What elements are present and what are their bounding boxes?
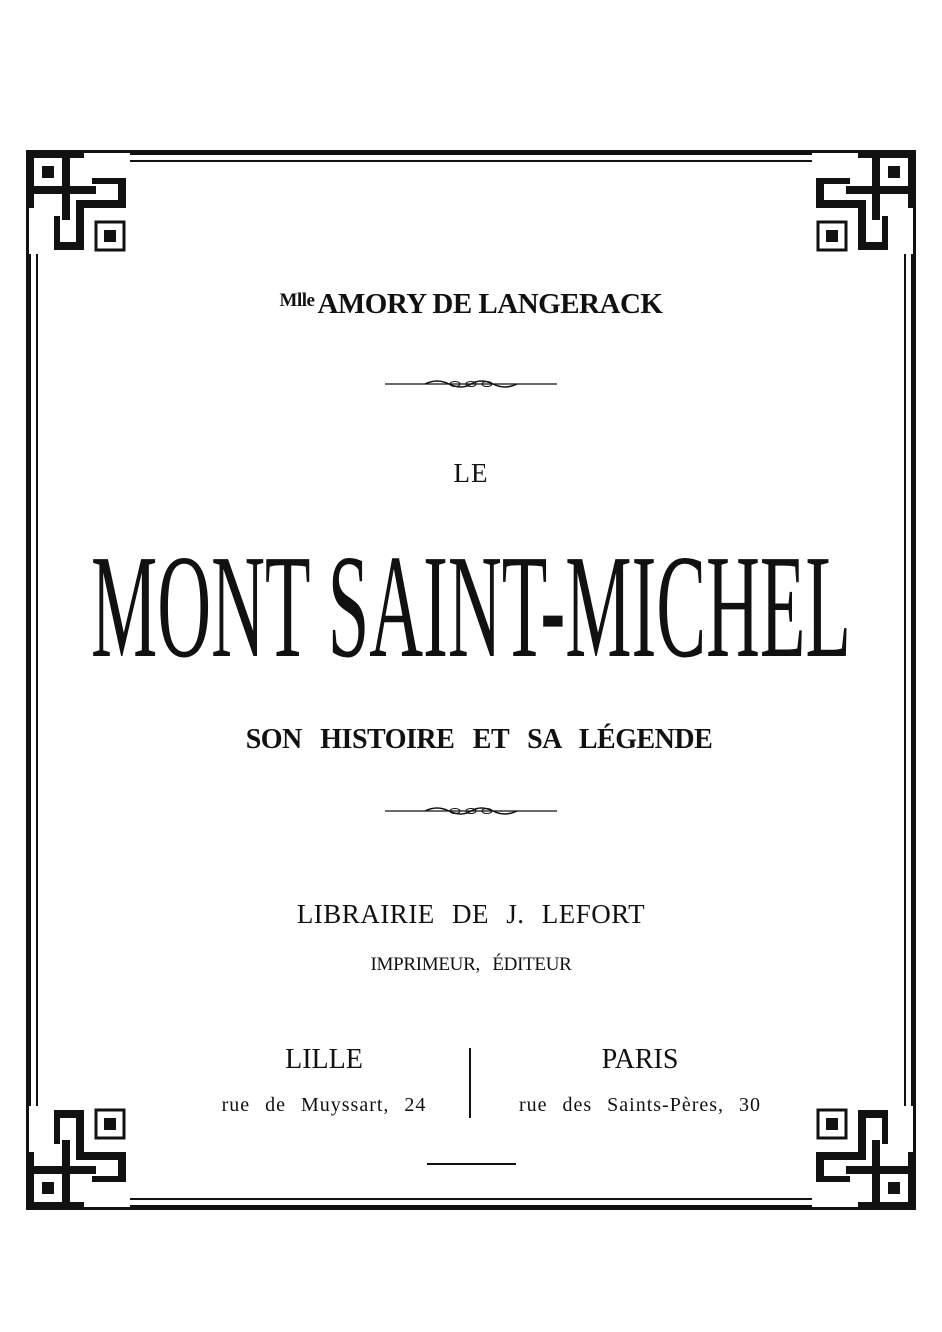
svg-text:MONT SAINT-MICHEL: MONT SAINT-MICHEL [91, 548, 852, 668]
publisher-role: IMPRIMEUR, ÉDITEUR [370, 954, 572, 975]
publisher-name: LIBRAIRIE DE J. LEFORT [296, 899, 646, 929]
author-honorific: Mlle [279, 290, 315, 311]
city-lille: LILLE [285, 1044, 363, 1075]
corner-ornament-top-right [808, 150, 916, 258]
closing-rule [427, 1163, 516, 1165]
subtitle: SON HISTOIRE ET SA LÉGENDE [245, 724, 713, 755]
main-title [86, 548, 856, 668]
city-paris: PARIS [601, 1044, 679, 1075]
author-name: AMORY DE LANGERACK [317, 288, 663, 320]
address-paris: rue des Saints-Pères, 30 [518, 1094, 762, 1116]
ornamental-rule-bottom [385, 804, 557, 818]
title-article: LE [453, 458, 489, 488]
corner-ornament-top-left [26, 150, 134, 258]
ornamental-rule-top [385, 377, 557, 391]
corner-ornament-bottom-left [26, 1102, 134, 1210]
corner-ornament-bottom-right [808, 1102, 916, 1210]
address-lille: rue de Muyssart, 24 [221, 1094, 427, 1116]
author-line [0, 288, 942, 321]
